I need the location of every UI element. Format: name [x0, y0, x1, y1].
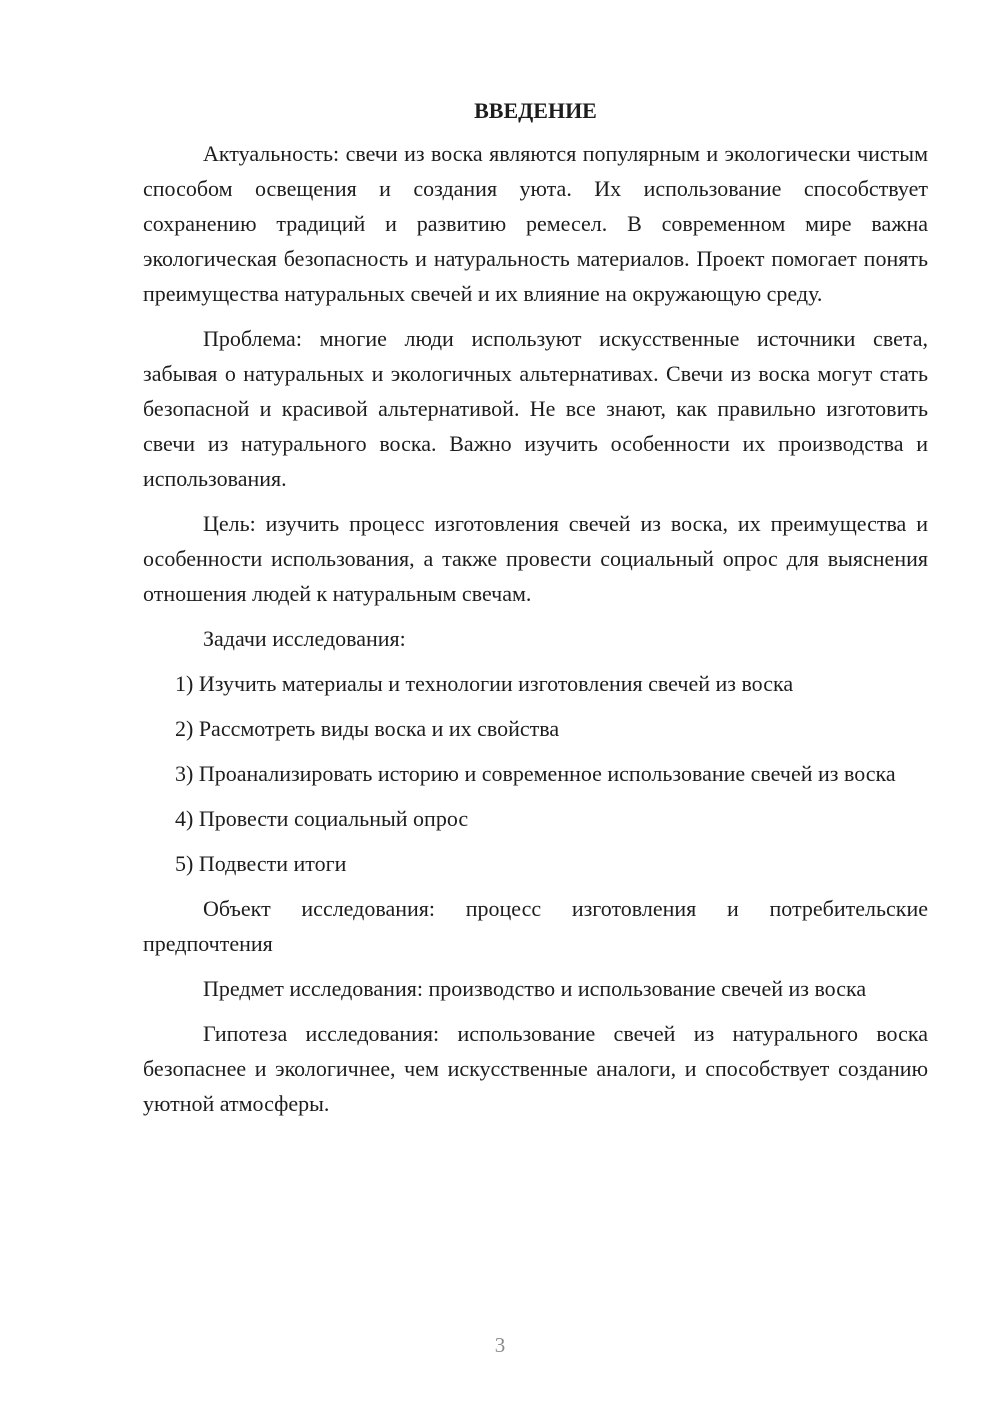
task-item: 1) Изучить материалы и технологии изготовления свечей из воска — [175, 671, 794, 696]
research-subject-paragraph: Предмет исследования: производство и использование свечей из воска — [203, 976, 867, 1001]
problem-paragraph: Проблема: многие люди используют искусственные источники света, забывая о натуральных и экологичных альтернативах. Свечи из воска могут стать безопасной и красивой альтернативой. Не все знают, как правильно изготовить свечи из натурального воска. Важно изучить особенности их производства и использования. — [143, 326, 928, 491]
goal-paragraph: Цель: изучить процесс изготовления свечей из воска, их преимущества и особенности использования, а также провести социальный опрос для выяснения отношения людей к натуральным свечам. — [143, 511, 928, 606]
tasks-title: Задачи исследования: — [203, 626, 406, 651]
task-item: 3) Проанализировать историю и современное использование свечей из воска — [175, 761, 896, 786]
page-number: 3 — [494, 1333, 506, 1357]
hypothesis-paragraph: Гипотеза исследования: использование свечей из натурального воска безопаснее и экологичнее, чем искусственные аналоги, и способствует созданию уютной атмосферы. — [143, 1021, 928, 1116]
page-content — [143, 96, 928, 1131]
research-object-paragraph: Объект исследования: процесс изготовления и потребительские предпочтения — [143, 896, 928, 956]
task-item: 2) Рассмотреть виды воска и их свойства — [175, 716, 560, 741]
relevance-paragraph: Актуальность: свечи из воска являются популярным и экологически чистым способом освещения и создания уюта. Их использование способствует сохранению традиций и развитию ремесел. В современном мире важна экологическая безопасность и натуральность материалов. Проект помогает понять преимущества натуральных свечей и их влияние на окружающую среду. — [143, 141, 928, 306]
section-heading: ВВЕДЕНИЕ — [474, 98, 597, 123]
task-item: 4) Провести социальный опрос — [175, 806, 469, 831]
task-item: 5) Подвести итоги — [175, 851, 347, 876]
